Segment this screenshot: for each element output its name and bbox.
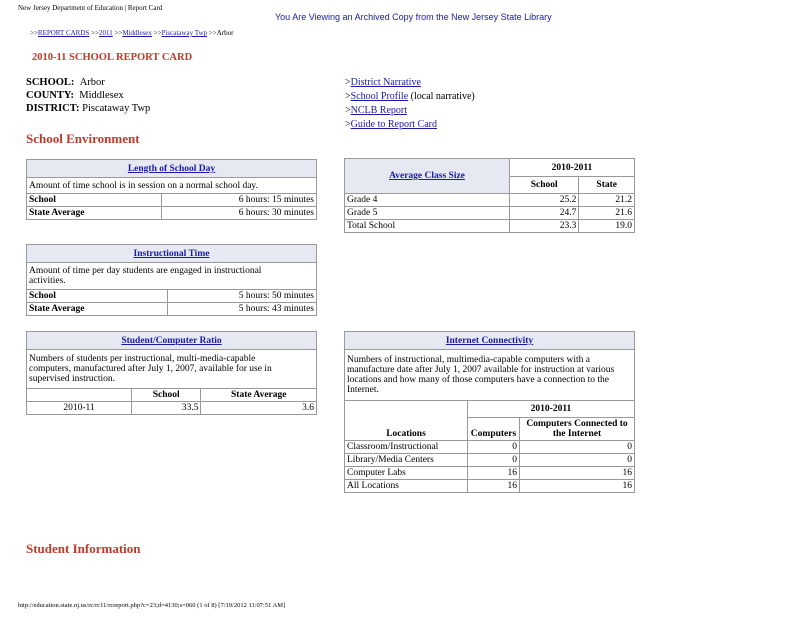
- instructional-time-title-link[interactable]: Instructional Time: [133, 248, 210, 259]
- breadcrumb-2011[interactable]: 2011: [98, 29, 113, 37]
- school-info: SCHOOL: Arbor COUNTY: Middlesex DISTRICT: Piscataway Twp: [26, 77, 151, 114]
- average-class-size-table: Average Class Size 2010-2011 School State Grade 4 25.2 21.2 Grade 5 24.7 21.6 Total School 23.3 19.0: [344, 158, 635, 233]
- breadcrumb-current: Arbor: [216, 29, 234, 37]
- breadcrumb-piscataway[interactable]: Piscataway Twp: [161, 29, 208, 37]
- length-of-day-title-link[interactable]: Length of School Day: [127, 163, 216, 174]
- page-footer: http://education.state.nj.us/rc/rc11/rcreport.php?c=23;d=4130;s=060 (1 of 8) [7/19/2012 11:07:51 AM]: [18, 602, 286, 609]
- page-header: New Jersey Department of Education | Report Card: [18, 4, 163, 12]
- page-title: 2010-11 SCHOOL REPORT CARD: [32, 52, 193, 63]
- instructional-time-table: Instructional Time Amount of time per day students are engaged in instructional activities. School 5 hours: 50 minutes State Average 5 hours: 43 minutes: [26, 244, 317, 316]
- ratio-year: 2010-11: [27, 402, 132, 415]
- guide-link[interactable]: Guide to Report Card: [350, 119, 438, 130]
- nclb-report-link[interactable]: NCLB Report: [350, 105, 408, 116]
- breadcrumb-middlesex[interactable]: Middlesex: [122, 29, 152, 37]
- school-profile-link[interactable]: School Profile: [350, 91, 409, 102]
- length-of-day-desc: Amount of time school is in session on a normal school day.: [27, 178, 317, 194]
- state-day-length: 6 hours: 30 minutes: [162, 207, 317, 220]
- internet-connectivity-table: Internet Connectivity Numbers of instructional, multimedia-capable computers with a manufacture date after July 1, 2007 available for instruction at various locations and how many of those computers have a connection to the Internet. Locations 2010-2011 Computers Computers Connected to the Internet Classroom/Instructional 0 0 Library/Media Centers 0 0 Computer Labs 16 16 All Locations 16 16: [344, 331, 635, 493]
- ratio-state: 3.6: [201, 402, 317, 415]
- county-name: Middlesex: [79, 90, 124, 101]
- internet-title-link[interactable]: Internet Connectivity: [445, 335, 534, 346]
- ratio-desc: Numbers of students per instructional, multi-media-capable computers, manufactured after July 1, 2007, available for use in supervised instruction.: [27, 350, 317, 389]
- student-computer-ratio-table: Student/Computer Ratio Numbers of students per instructional, multi-media-capable computers, manufactured after July 1, 2007, available for use in supervised instruction. School State Average 2010-11 33.5 3.6: [26, 331, 317, 415]
- ratio-title-link[interactable]: Student/Computer Ratio: [121, 335, 222, 346]
- district-narrative-link[interactable]: District Narrative: [350, 77, 421, 88]
- class-size-title-link[interactable]: Average Class Size: [389, 171, 465, 181]
- breadcrumb-report-cards[interactable]: REPORT CARDS: [37, 29, 90, 37]
- state-instructional-time: 5 hours: 43 minutes: [168, 303, 317, 316]
- breadcrumb: >>REPORT CARDS >>2011 >>Middlesex >>Piscataway Twp >>Arbor: [30, 29, 234, 37]
- section-student-information: Student Information: [26, 541, 141, 556]
- section-school-environment: School Environment: [26, 131, 140, 146]
- school-instructional-time: 5 hours: 50 minutes: [168, 290, 317, 303]
- school-day-length: 6 hours: 15 minutes: [162, 194, 317, 207]
- internet-desc: Numbers of instructional, multimedia-capable computers with a manufacture date after July 1, 2007 available for instruction at various locations and how many of those computers have a connection to the Internet.: [345, 350, 635, 401]
- related-links: >District Narrative >School Profile (local narrative) >NCLB Report >Guide to Report Card: [345, 77, 475, 130]
- district-name: Piscataway Twp: [82, 103, 151, 114]
- ratio-school: 33.5: [132, 402, 201, 415]
- school-name: Arbor: [79, 77, 105, 88]
- instructional-time-desc: Amount of time per day students are engaged in instructional activities.: [27, 263, 317, 290]
- length-of-day-table: Length of School Day Amount of time school is in session on a normal school day. School 6 hours: 15 minutes State Average 6 hours: 30 minutes: [26, 159, 317, 220]
- archived-notice: You Are Viewing an Archived Copy from the New Jersey State Library: [275, 12, 552, 22]
